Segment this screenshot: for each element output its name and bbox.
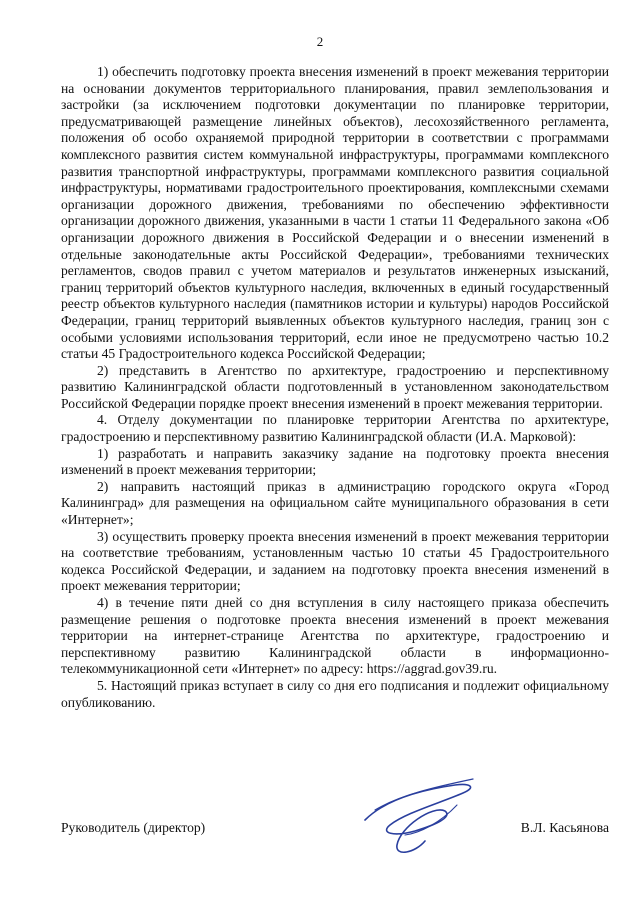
paragraph-section-4-item-4: 4) в течение пяти дней со дня вступления в силу настоящего приказа обеспечить размещение решения о подготовке проекта внесения изменений в проект межевания территории на интернет-странице Агентства по архитектуре, градостроению и перспективному развитию Калининградской области в информационно-телекоммуникационной сети «Интернет» по адресу: https://aggrad.gov39.ru. [61,595,609,677]
signatory-name: В.Л. Касьянова [520,820,609,835]
document-body [61,64,609,711]
paragraph-section-4: 4. Отделу документации по планировке территории Агентства по архитектуре, градостроению и перспективному развитию Калининградской области (И.А. Марковой): [61,412,609,445]
paragraph-item-1: 1) обеспечить подготовку проекта внесения изменений в проект межевания территории на основании документов территориального планирования, правил землепользования и застройки (за исключением подготовки документации по планировке территории, предусматривающей размещение линейных объектов), лесохозяйственного регламента, положения об особо охраняемой природной территории в соответствии с программами комплексного развития систем коммунальной инфраструктуры, программами комплексного развития транспортной инфраструктуры, программами комплексного развития социальной инфраструктуры, нормативами градостроительного проектирования, комплексными схемами организации дорожного движения, требованиями по обеспечению эффективности организации дорожного движения, указанными в части 1 статьи 11 Федерального закона «Об организации дорожного движения в Российской Федерации и о внесении изменений в отдельные законодательные акты Российской Федерации», требованиями технических регламентов, сводов правил с учетом материалов и результатов инженерных изысканий, границ территорий объектов культурного наследия, включенных в единый государственный реестр объектов культурного наследия (памятников истории и культуры) народов Российской Федерации, границ территорий выявленных объектов культурного наследия, границ зон с особыми условиями использования территорий, если иное не предусмотрено частью 10.2 статьи 45 Градостроительного кодекса Российской Федерации; [61,64,609,362]
paragraph-section-5: 5. Настоящий приказ вступает в силу со дня его подписания и подлежит официальному опубликованию. [61,677,609,710]
signature-block [61,820,609,840]
paragraph-section-4-item-2: 2) направить настоящий приказ в администрацию городского округа «Город Калининград» для размещения на официальном сайте муниципального образования в сети «Интернет»; [61,478,609,528]
paragraph-item-2: 2) представить в Агентство по архитектуре, градостроению и перспективному развитию Калининградской области подготовленный в установленном законодательством Российской Федерации порядке проект внесения изменений в проект межевания территории. [61,362,609,411]
signatory-position: Руководитель (директор) [61,820,206,835]
paragraph-section-4-item-3: 3) осуществить проверку проекта внесения изменений в проект межевания территории на соответствие требованиям, установленным частью 10 статьи 45 Градостроительного кодекса Российской Федерации, и заданием на подготовку проекта внесения изменений в проект межевания территории; [61,528,609,594]
paragraph-section-4-item-1: 1) разработать и направить заказчику задание на подготовку проекта внесения изменений в проект межевания территории; [61,445,609,478]
page-number: 2 [316,34,324,49]
